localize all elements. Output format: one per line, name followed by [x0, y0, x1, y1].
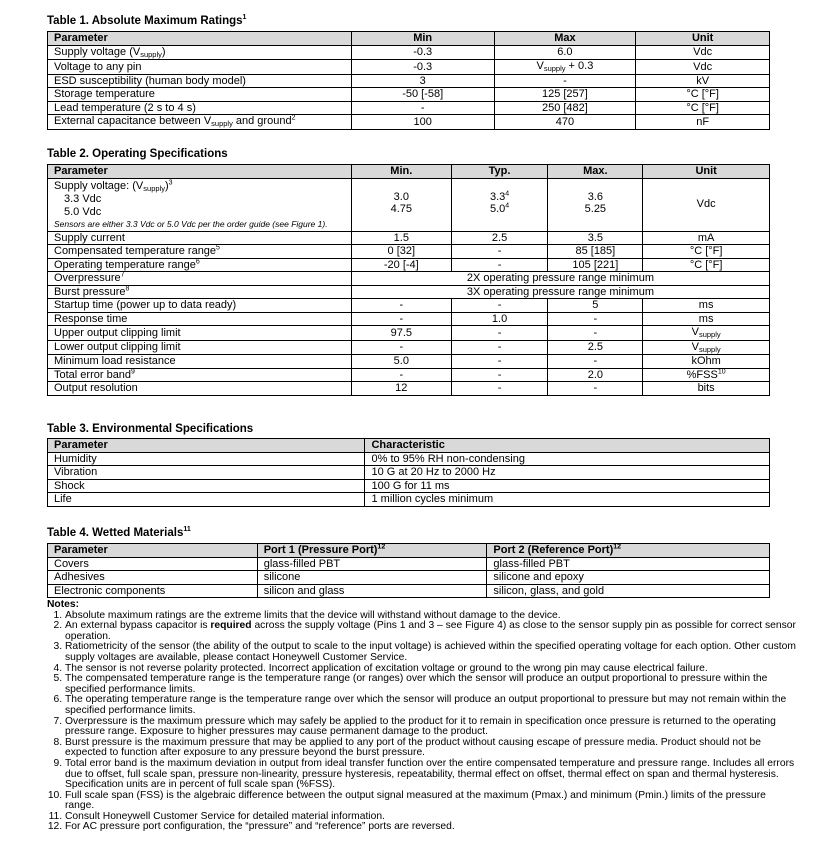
param-cell: Minimum load resistance — [48, 355, 352, 369]
note-item: 11. Consult Honeywell Customer Service for detailed material information. — [65, 812, 797, 823]
param-cell: Supply voltage $(V_{supply})$ — [48, 45, 352, 60]
table-row — [48, 272, 770, 286]
param-cell: Adhesives — [48, 571, 258, 585]
table-row — [48, 355, 770, 369]
port1-cell: silicon and glass — [257, 584, 487, 598]
col-header: Typ. — [451, 165, 548, 179]
note-item: 1. Absolute maximum ratings are the extreme limits that the device will withstand without damage to the device. — [65, 611, 797, 622]
min-cell: -0.3 — [351, 60, 494, 75]
min-cell: - — [351, 340, 451, 355]
table-row — [48, 452, 770, 466]
typ-cell: $3.3^4$ $5.0^4$ — [451, 178, 548, 231]
value-cell: 0% to 95% RH non-condensing — [365, 452, 770, 466]
table-header-row — [48, 439, 770, 453]
unit-cell: %FSS$^{10}$ — [643, 368, 770, 382]
table-row — [48, 101, 770, 115]
unit-cell: bits — [643, 382, 770, 396]
param-cell: Operating temperature range$^6$ — [48, 258, 352, 272]
table-row — [48, 368, 770, 382]
table3-title: Table 3. Environmental Specifications — [47, 423, 254, 435]
unit-cell: °C [°F] — [643, 245, 770, 259]
supply-voltage-row — [48, 178, 770, 231]
table1 — [47, 31, 770, 130]
param-cell: Supply current — [48, 231, 352, 245]
unit-cell: ms — [643, 312, 770, 326]
typ-cell: - — [451, 299, 548, 313]
note-item: 4. The sensor is not reverse polarity protected. Incorrect application of excitation voltage or ground to the wrong pin may cause electrical failure. — [65, 664, 797, 675]
table-row — [48, 115, 770, 130]
port1-cell: glass-filled PBT — [257, 557, 487, 571]
param-cell: Covers — [48, 557, 258, 571]
col-header: Min — [351, 32, 494, 46]
col-header: Max. — [548, 165, 643, 179]
max-cell: 3.5 — [548, 231, 643, 245]
typ-cell: 1.0 — [451, 312, 548, 326]
unit-cell: °C [°F] — [636, 101, 770, 115]
table-row — [48, 45, 770, 60]
param-cell: External capacitance between $V_{supply}$ and ground$^2$ — [48, 115, 352, 130]
table2 — [47, 164, 770, 396]
min-cell: 0 [32] — [351, 245, 451, 259]
unit-cell: °C [°F] — [643, 258, 770, 272]
value-cell: 10 G at 20 Hz to 2000 Hz — [365, 466, 770, 480]
span-cell: 2X operating pressure range minimum — [351, 272, 769, 286]
note-item: 5. The compensated temperature range is the temperature range (or ranges) over which the sensor will produce an output proportional to pressure within the specified performance limits. — [65, 674, 797, 695]
typ-cell: - — [451, 245, 548, 259]
max-cell: 5 — [548, 299, 643, 313]
param-cell: Compensated temperature range$^5$ — [48, 245, 352, 259]
table-row — [48, 479, 770, 493]
port1-cell: silicone — [257, 571, 487, 585]
notes-heading: Notes: — [47, 599, 80, 610]
param-cell: Response time — [48, 312, 352, 326]
unit-cell: Vdc — [636, 60, 770, 75]
table-header-row — [48, 165, 770, 179]
max-cell: 85 [185] — [548, 245, 643, 259]
unit-cell: kV — [636, 74, 770, 88]
table-row — [48, 245, 770, 259]
max-cell: 6.0 — [494, 45, 636, 60]
col-header: Port 1 (Pressure Port)$^{12}$ — [257, 544, 487, 558]
span-cell: 3X operating pressure range minimum — [351, 285, 769, 299]
table-row — [48, 299, 770, 313]
param-cell: Vibration — [48, 466, 365, 480]
param-cell: Startup time (power up to data ready) — [48, 299, 352, 313]
max-cell: - — [548, 355, 643, 369]
max-cell: - — [548, 326, 643, 341]
min-cell: 1.5 — [351, 231, 451, 245]
table-row — [48, 60, 770, 75]
param-cell: Shock — [48, 479, 365, 493]
param-cell: Supply voltage: $(V_{supply})^3$ 3.3 Vdc 5.0 Vdc Sensors are either 3.3 Vdc or 5.0 Vdc per the order guide (see Figure 1). — [48, 178, 352, 231]
unit-cell: kOhm — [643, 355, 770, 369]
min-cell: -20 [-4] — [351, 258, 451, 272]
param-cell: Upper output clipping limit — [48, 326, 352, 341]
col-header: Parameter — [48, 544, 258, 558]
min-cell: 100 — [351, 115, 494, 130]
table-row — [48, 312, 770, 326]
param-cell: Burst pressure$^8$ — [48, 285, 352, 299]
col-header: Min. — [351, 165, 451, 179]
note-item: 8. Burst pressure is the maximum pressure that may be applied to any port of the product without causing escape of pressure media. Product should not be expected to function after exposure to any pressure beyond the burst pressure. — [65, 738, 797, 759]
unit-cell: ms — [643, 299, 770, 313]
unit-cell: $V_{supply}$ — [643, 326, 770, 341]
max-cell: $V_{supply} + 0.3$ — [494, 60, 636, 75]
min-cell: - — [351, 101, 494, 115]
table-header-row — [48, 32, 770, 46]
typ-cell: - — [451, 326, 548, 341]
value-cell: 100 G for 11 ms — [365, 479, 770, 493]
param-cell: Storage temperature — [48, 88, 352, 102]
max-cell: 105 [221] — [548, 258, 643, 272]
col-header: Max — [494, 32, 636, 46]
table-row — [48, 231, 770, 245]
max-cell: 470 — [494, 115, 636, 130]
param-cell: Lead temperature (2 s to 4 s) — [48, 101, 352, 115]
min-cell: -0.3 — [351, 45, 494, 60]
table-row — [48, 557, 770, 571]
table3 — [47, 438, 770, 507]
max-cell: 2.5 — [548, 340, 643, 355]
table-row — [48, 340, 770, 355]
value-cell: 1 million cycles minimum — [365, 493, 770, 507]
note-item: 9. Total error band is the maximum deviation in output from ideal transfer function over the entire compensated temperature and pressure range. Includes all errors due to offset, full scale span, pressure non-linearity, pressure hysteresis, repeatability, thermal effect on offset, thermal effect on span and thermal hysteresis. Specification units are in percent of full scale span (%FSS). — [65, 759, 797, 791]
param-cell: Humidity — [48, 452, 365, 466]
col-header: Parameter — [48, 439, 365, 453]
table2-title: Table 2. Operating Specifications — [47, 148, 228, 160]
max-cell: 3.6 5.25 — [548, 178, 643, 231]
unit-cell: °C [°F] — [636, 88, 770, 102]
typ-cell: - — [451, 355, 548, 369]
min-cell: -50 [-58] — [351, 88, 494, 102]
unit-cell: Vdc — [643, 178, 770, 231]
min-cell: 12 — [351, 382, 451, 396]
param-cell: Overpressure$^7$ — [48, 272, 352, 286]
param-cell: Electronic components — [48, 584, 258, 598]
table-row — [48, 571, 770, 585]
table-row — [48, 466, 770, 480]
min-cell: 3 — [351, 74, 494, 88]
table4 — [47, 543, 770, 598]
max-cell: 2.0 — [548, 368, 643, 382]
port2-cell: silicon, glass, and gold — [487, 584, 770, 598]
table-row — [48, 88, 770, 102]
table4-title: Table 4. Wetted Materials$^{11}$ — [47, 526, 191, 539]
min-cell: - — [351, 368, 451, 382]
note-item: 12. For AC pressure port configuration, the “pressure” and “reference” ports are reversed. — [65, 822, 797, 833]
notes-list — [47, 611, 797, 833]
note-item: 7. Overpressure is the maximum pressure which may safely be applied to the product for it to remain in specification once pressure is returned to the operating pressure range. Exposure to higher pressures may cause permanent damage to the product. — [65, 717, 797, 738]
typ-cell: 2.5 — [451, 231, 548, 245]
col-header: Parameter — [48, 32, 352, 46]
port2-cell: silicone and epoxy — [487, 571, 770, 585]
min-cell: 97.5 — [351, 326, 451, 341]
param-cell: Life — [48, 493, 365, 507]
unit-cell: mA — [643, 231, 770, 245]
table-row — [48, 493, 770, 507]
unit-cell: Vdc — [636, 45, 770, 60]
table-row — [48, 258, 770, 272]
max-cell: - — [548, 382, 643, 396]
max-cell: - — [494, 74, 636, 88]
table-header-row — [48, 544, 770, 558]
supply-note: Sensors are either 3.3 Vdc or 5.0 Vdc per the order guide (see Figure 1). — [54, 219, 328, 229]
note-item: 3. Ratiometricity of the sensor (the ability of the output to scale to the input voltage) is achieved within the specified operating voltage for each option. Other custom supply voltages are available, please contact Honeywell Customer Service. — [65, 642, 797, 663]
note-item: 6. The operating temperature range is the temperature range over which the sensor will produce an output proportional to pressure but may not remain within the specified performance limits. — [65, 695, 797, 716]
typ-cell: - — [451, 258, 548, 272]
typ-cell: - — [451, 340, 548, 355]
col-header: Parameter — [48, 165, 352, 179]
typ-cell: - — [451, 382, 548, 396]
col-header: Port 2 (Reference Port)$^{12}$ — [487, 544, 770, 558]
unit-cell: $V_{supply}$ — [643, 340, 770, 355]
max-cell: 250 [482] — [494, 101, 636, 115]
min-cell: - — [351, 312, 451, 326]
note-item: 2. An external bypass capacitor is required across the supply voltage (Pins 1 and 3 – see Figure 4) as close to the sensor supply pin as possible for correct sensor operation. — [65, 621, 797, 642]
port2-cell: glass-filled PBT — [487, 557, 770, 571]
param-cell: Output resolution — [48, 382, 352, 396]
table-row — [48, 74, 770, 88]
min-cell: - — [351, 299, 451, 313]
notes-section — [47, 600, 797, 833]
max-cell: - — [548, 312, 643, 326]
param-cell: Voltage to any pin — [48, 60, 352, 75]
table1-title: Table 1. Absolute Maximum Ratings$^1$ — [47, 14, 247, 27]
unit-cell: nF — [636, 115, 770, 130]
typ-cell: - — [451, 368, 548, 382]
table-row — [48, 326, 770, 341]
param-cell: ESD susceptibility (human body model) — [48, 74, 352, 88]
col-header: Characteristic — [365, 439, 770, 453]
table-row — [48, 285, 770, 299]
max-cell: 125 [257] — [494, 88, 636, 102]
param-cell: Total error band$^9$ — [48, 368, 352, 382]
table-row — [48, 584, 770, 598]
note-item: 10. Full scale span (FSS) is the algebraic difference between the output signal measured at the maximum (Pmax.) and minimum (Pmin.) limits of the pressure range. — [65, 791, 797, 812]
col-header: Unit — [643, 165, 770, 179]
table-row — [48, 382, 770, 396]
min-cell: 3.0 4.75 — [351, 178, 451, 231]
col-header: Unit — [636, 32, 770, 46]
param-cell: Lower output clipping limit — [48, 340, 352, 355]
min-cell: 5.0 — [351, 355, 451, 369]
